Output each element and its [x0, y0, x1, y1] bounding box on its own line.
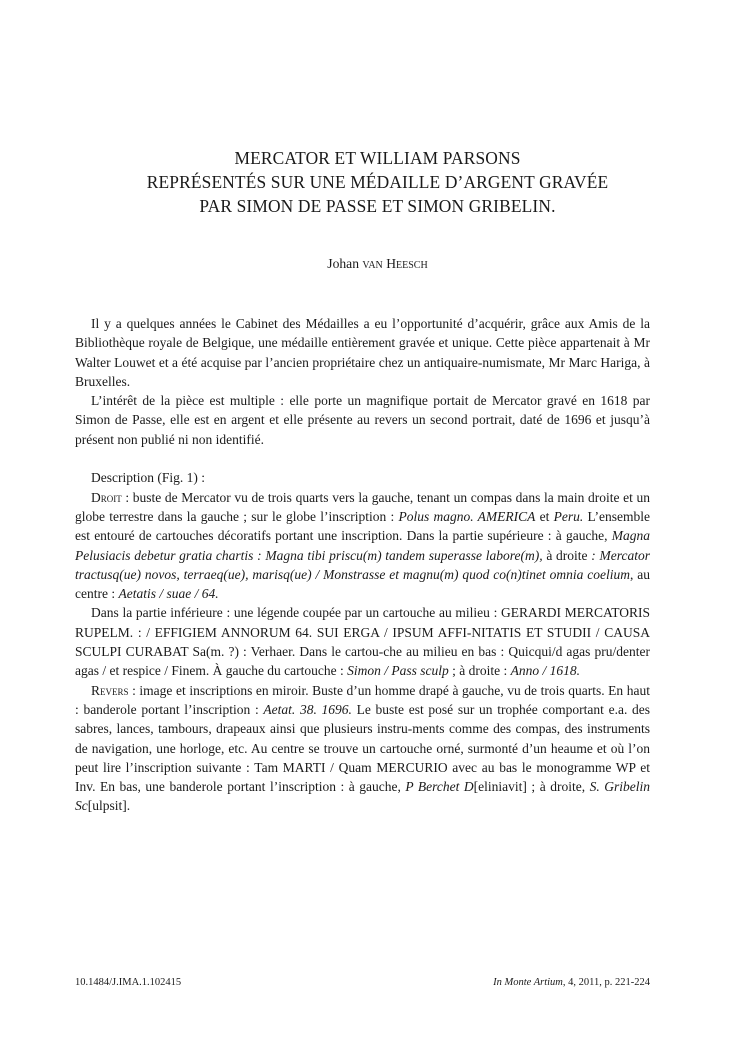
- droit-text: : buste de Mercator vu de trois quarts vers la gauche, tenant un compas dans la main droite et un globe terrestre dans la gauche ; sur le globe l’inscription :: [75, 489, 650, 524]
- droit-italic: Peru.: [553, 508, 584, 524]
- paragraph-interest: L’intérêt de la pièce est multiple : elle porte un magnifique portait de Mercator gravé en 1618 par Simon de Passe, elle est en argent et elle présente au revers un second portrait, daté de 1696 et jusqu’à présent non publié ni non identifié.: [75, 393, 650, 447]
- title-line-2: REPRÉSENTÉS SUR UNE MÉDAILLE D’ARGENT GRAVÉE: [146, 172, 609, 192]
- author-given-name: Johan: [327, 256, 359, 271]
- droit-italic: Aetatis / suae / 64.: [118, 586, 219, 602]
- revers-text: : image et inscriptions en miroir. Buste d’un homme drapé à gauche, vu de trois quarts. En haut : banderole portant l’inscription :: [75, 682, 650, 717]
- droit-text: à droite: [542, 547, 588, 563]
- droit-text: et: [535, 508, 554, 524]
- revers-italic: Aetat. 38. 1696.: [263, 701, 352, 717]
- revers-italic: S. Gribelin Sc: [75, 779, 651, 814]
- droit-text: L’ensemble est entouré de cartouches décoratifs portant une inscription. Dans la partie supérieure : à gauche,: [75, 508, 651, 544]
- footer-journal: In Monte Artium: [493, 977, 563, 988]
- footer-doi: 10.1484/J.IMA.1.102415: [75, 977, 182, 988]
- paragraph-description-heading: Description (Fig. 1) :: [91, 470, 205, 486]
- droit-italic: Polus magno. AMERICA: [398, 508, 536, 524]
- footer-issue: , 4, 2011, p. 221-224: [562, 977, 650, 988]
- revers-text: [eliniavit] ; à droite,: [473, 779, 590, 795]
- article-title: [0, 146, 755, 218]
- footer-citation: [493, 976, 650, 990]
- droit-italic: : Mercator tractusq(ue) novos, terraeq(ue), marisq(ue) / Monstrasse et magnu(m) quod co(n)tinet omnia coelium: [75, 547, 651, 582]
- author-particle: van: [362, 256, 383, 271]
- revers-label: Revers: [91, 682, 129, 698]
- lower-text: ; à droite :: [448, 663, 511, 679]
- lower-italic: Anno / 1618.: [510, 663, 581, 679]
- revers-text: [ulpsit].: [87, 798, 131, 814]
- author-surname: Heesch: [386, 256, 428, 271]
- title-line-1: MERCATOR ET WILLIAM PARSONS: [234, 148, 521, 168]
- title-line-3: PAR SIMON DE PASSE ET SIMON GRIBELIN.: [199, 196, 556, 216]
- droit-text: , au centre :: [75, 566, 650, 602]
- revers-italic: P Berchet D: [405, 779, 474, 795]
- lower-italic: Simon / Pass sculp: [347, 663, 449, 679]
- paragraph-lower-part: [75, 603, 650, 680]
- paragraph-gap: [75, 449, 650, 468]
- paragraph-droit: [75, 488, 650, 604]
- lower-text: Dans la partie inférieure : une légende coupée par un cartouche au milieu : GERARDI MERCATORIS RUPELM. : / EFFIGIEM ANNORUM 64. SUI ERGA / IPSUM AFFI-NITATIS ET STUDII / CAUSA SCULPI CURABAT Sa(m. ?) : Verhaer. Dans le cartou-che au milieu en bas : Quicqui/d agas pru/denter agas / et respice / Finem. À gauche du cartouche :: [75, 605, 650, 679]
- droit-italic: Magna Pelusiacis debetur gratia chartis : Magna tibi priscu(m) tandem superasse labore(m),: [75, 528, 650, 563]
- paragraph-intro: Il y a quelques années le Cabinet des Médailles a eu l’opportunité d’acquérir, grâce aux Amis de la Bibliothèque royale de Belgique, une médaille entièrement gravée et unique. Cette pièce appartenait à Mr Walter Louwet et a été acquise par l’ancien propriétaire chez un antiquaire-numismate, Mr Marc Hariga, à Bruxelles.: [75, 316, 650, 389]
- paragraph-revers: [75, 681, 650, 816]
- article-body: [75, 314, 650, 816]
- author-name: [0, 255, 755, 273]
- droit-label: Droit: [91, 489, 122, 505]
- revers-text: Le buste est posé sur un trophée comportant e.a. des sabres, lances, tambours, drapeaux ainsi que plusieurs instru-ments comme des compas, des instruments de navigation, une horloge, etc. Au centre se trouve un cartouche orné, surmonté d’un heaume et où l’on peut lire l’inscription suivante : Tam MARTI / Quam MERCURIO avec au bas le monogramme WP et Inv. En bas, une banderole portant l’inscription : à gauche,: [75, 701, 651, 795]
